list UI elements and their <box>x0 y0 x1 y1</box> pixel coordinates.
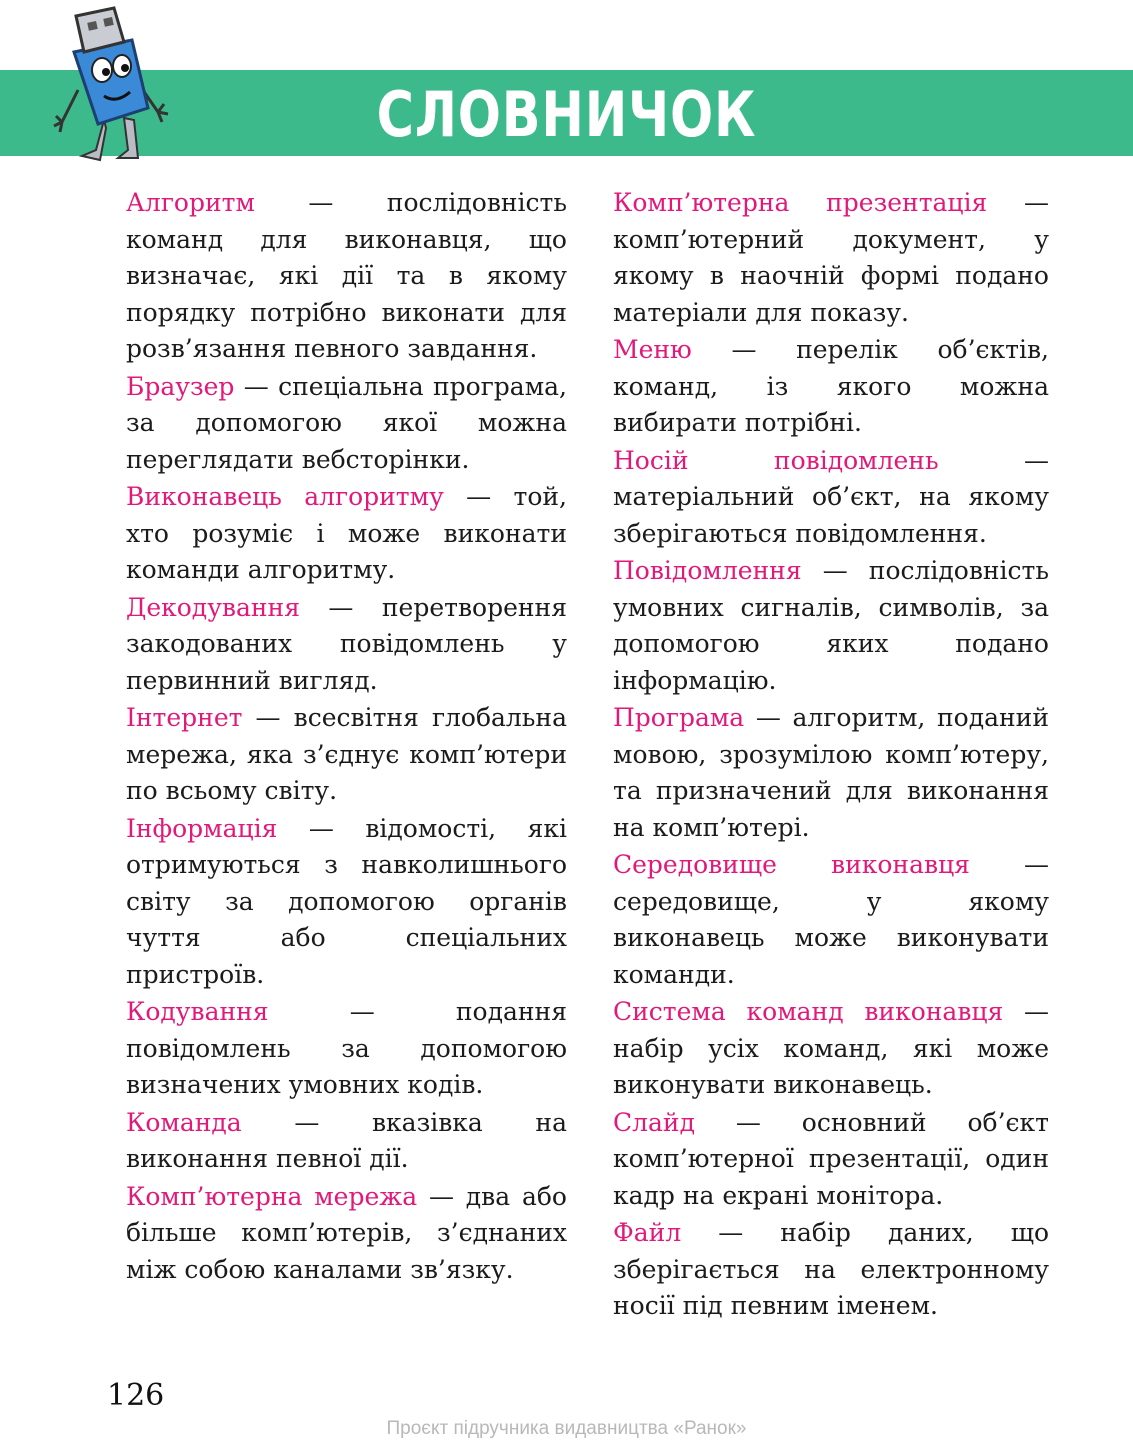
page-number: 126 <box>107 1378 165 1413</box>
glossary-term: Система команд виконавця <box>613 997 1004 1026</box>
glossary-term: Команда <box>126 1107 242 1137</box>
glossary-entry <box>613 1105 1049 1215</box>
glossary-entry <box>613 332 1049 442</box>
glossary-definition: — набір даних, що зберігається на електронному носії під певним іменем. <box>613 1218 1049 1320</box>
glossary-term: Інтернет <box>126 703 243 732</box>
glossary-entry <box>126 185 567 368</box>
glossary-term: Виконавець алгоритму <box>126 482 444 511</box>
glossary-definition: — всесвітня глобальна мережа, яка з’єднує комп’ютери по всьому світу. <box>126 703 567 805</box>
glossary-term: Браузер <box>126 371 235 401</box>
glossary-definition: — перетворення закодованих повідомлень у первинний вигляд. <box>126 592 567 695</box>
glossary-definition: — набір усіх команд, які може виконувати виконавець. <box>613 997 1049 1099</box>
page-title: СЛОВНИЧОК <box>376 78 757 151</box>
glossary-entry <box>126 811 567 994</box>
glossary-entry <box>126 1179 567 1289</box>
footer-note: Проєкт підручника видавництва «Ранок» <box>386 1418 747 1439</box>
glossary-term: Повідомлення <box>613 556 802 585</box>
glossary-definition: — середовище, у якому виконавець може виконувати команди. <box>613 850 1049 989</box>
glossary-column-left <box>126 185 567 1289</box>
glossary-term: Середовище виконавця <box>613 850 970 879</box>
glossary-definition: — вказівка на виконання певної дії. <box>126 1107 567 1173</box>
glossary-definition: — відомості, які отримуються з навколишнього світу за допомогою органів чуття або спеціальних пристроїв. <box>126 813 567 989</box>
glossary-entry <box>126 700 567 810</box>
glossary-definition: — спеціальна програма, за допомогою якої можна переглядати вебсторінки. <box>126 371 567 474</box>
glossary-entry <box>613 847 1049 993</box>
glossary-term: Кодування <box>126 997 269 1026</box>
glossary-definition: — алгоритм, поданий мовою, зрозумілою комп’ютеру, та призначений для виконання на комп’ютері. <box>613 703 1049 842</box>
glossary-column-right <box>613 185 1049 1326</box>
glossary-definition: — подання повідомлень за допомогою визначених умовних кодів. <box>126 997 567 1099</box>
glossary-term: Комп’ютерна презентація <box>613 188 988 217</box>
glossary-term: Декодування <box>126 592 300 622</box>
usb-flash-drive-mascot-icon <box>52 0 172 168</box>
glossary-term: Носій повідомлень <box>613 445 939 475</box>
glossary-term: Слайд <box>613 1107 695 1137</box>
glossary-term: Комп’ютерна мережа <box>126 1181 418 1211</box>
glossary-entry <box>613 443 1049 553</box>
glossary-entry <box>613 185 1049 331</box>
glossary-definition: — два або більше комп’ютерів, з’єднаних між собою каналами зв’язку. <box>126 1181 567 1284</box>
glossary-definition: — основний об’єкт комп’ютерної презентації, один кадр на екрані монітора. <box>613 1107 1049 1210</box>
glossary-definition: — матеріальний об’єкт, на якому зберігаються повідомлення. <box>613 445 1049 548</box>
glossary-entry <box>126 479 567 589</box>
glossary-term: Програма <box>613 703 745 732</box>
glossary-definition: — комп’ютерний документ, у якому в наочній формі подано матеріали для показу. <box>613 188 1050 327</box>
glossary-definition: — послідовність команд для виконавця, що визначає, які дії та в якому порядку потрібно виконати для розв’язання певного завдання. <box>126 188 567 363</box>
glossary-entry <box>613 553 1049 699</box>
glossary-term: Файл <box>613 1218 682 1247</box>
glossary-term: Алгоритм <box>126 188 255 217</box>
glossary-term: Інформація <box>126 813 278 843</box>
glossary-definition: — той, хто розуміє і може виконати команди алгоритму. <box>126 482 567 584</box>
glossary-entry <box>613 700 1049 846</box>
glossary-entry <box>126 1105 567 1178</box>
glossary-entry <box>126 590 567 700</box>
glossary-entry <box>126 994 567 1104</box>
glossary-entry <box>613 994 1049 1104</box>
glossary-entry <box>613 1215 1049 1325</box>
glossary-definition: — послідовність умовних сигналів, символів, за допомогою яких подано інформацію. <box>613 556 1049 695</box>
glossary-entry <box>126 369 567 479</box>
glossary-definition: — перелік об’єктів, команд, із якого можна вибирати потрібні. <box>613 335 1049 437</box>
glossary-term: Меню <box>613 335 692 364</box>
